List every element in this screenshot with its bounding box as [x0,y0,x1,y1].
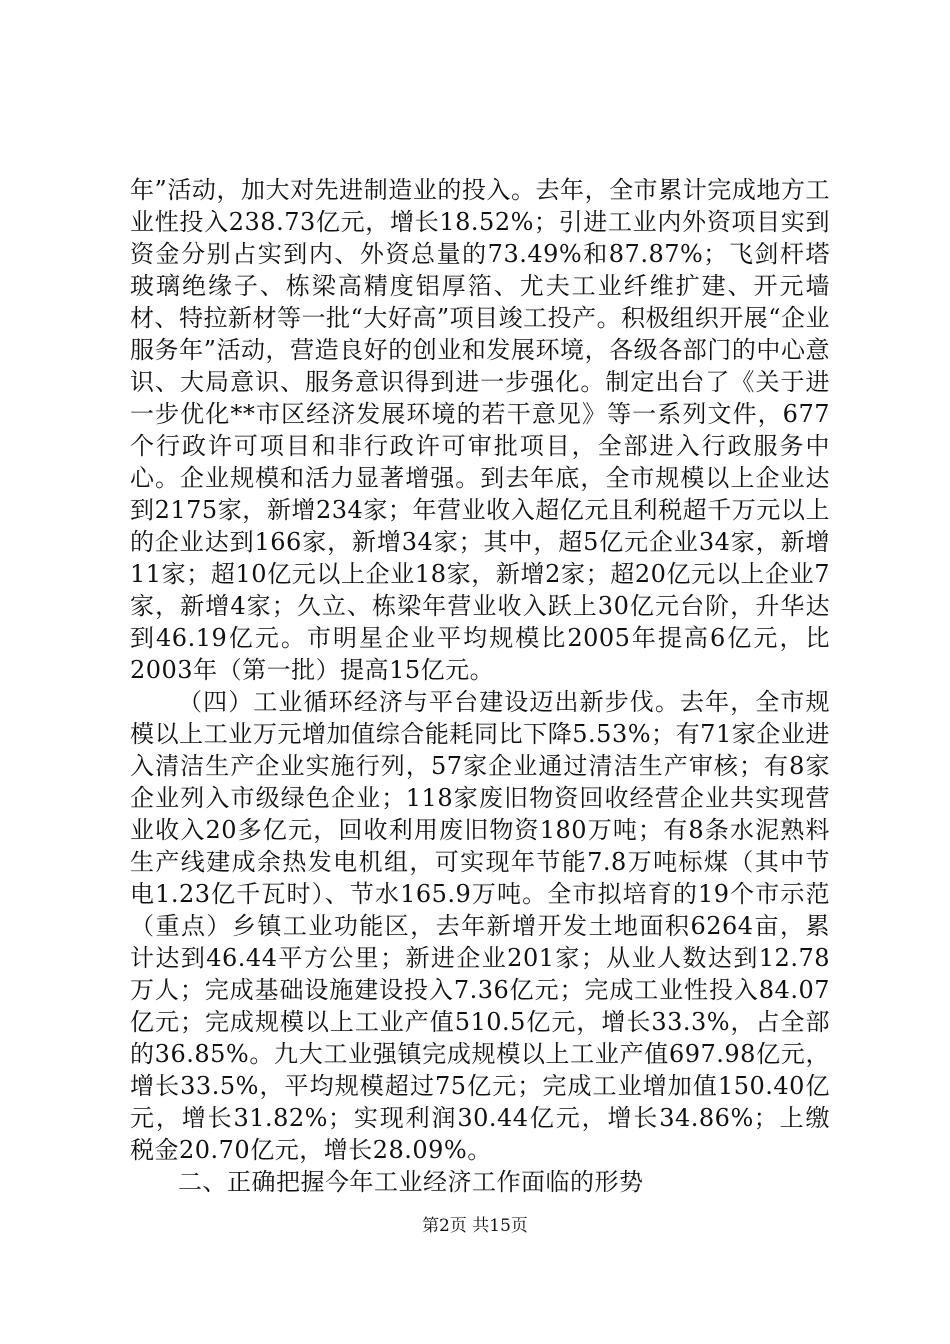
document-body [130,174,830,1198]
paragraph-2: （四）工业循环经济与平台建设迈出新步伐。去年，全市规模以上工业万元增加值综合能耗同比下降5.53%；有71家企业进入清洁生产企业实施行列，57家企业通过清洁生产审核；有8家企业列入市级绿色企业；118家废旧物资回收经营企业共实现营业收入20多亿元，回收利用废旧物资180万吨；有8条水泥熟料生产线建成余热发电机组，可实现年节能7.8万吨标煤（其中节电1.23亿千瓦时）、节水165.9万吨。全市拟培育的19个市示范（重点）乡镇工业功能区，去年新增开发土地面积6264亩，累计达到46.44平方公里；新进企业201家；从业人数达到12.78万人；完成基础设施建设投入7.36亿元；完成工业性投入84.07亿元；完成规模以上工业产值510.5亿元，增长33.3%，占全部的36.85%。九大工业强镇完成规模以上工业产值697.98亿元，增长33.5%，平均规模超过75亿元；完成工业增加值150.40亿元，增长31.82%；实现利润30.44亿元，增长34.86%；上缴税金20.70亿元，增长28.09%。 [130,688,830,1164]
page-number: 第2页 共15页 [422,1216,528,1236]
page-footer [0,1215,950,1237]
section-heading: 二、正确把握今年工业经济工作面临的形势 [178,1168,644,1196]
paragraph-1: 年”活动，加大对先进制造业的投入。去年，全市累计完成地方工业性投入238.73亿元，增长18.52%；引进工业内外资项目实到资金分别占实到内、外资总量的73.49%和87.87%；飞剑杆塔玻璃绝缘子、栋梁高精度铝厚箔、尤夫工业纤维扩建、开元墙材、特拉新材等一批“大好高”项目竣工投产。积极组织开展“企业服务年”活动，营造良好的创业和发展环境，各级各部门的中心意识、大局意识、服务意识得到进一步强化。制定出台了《关于进一步优化**市区经济发展环境的若干意见》等一系列文件，677个行政许可项目和非行政许可审批项目，全部进入行政服务中心。企业规模和活力显著增强。到去年底，全市规模以上企业达到2175家，新增234家；年营业收入超亿元且利税超千万元以上的企业达到166家，新增34家；其中，超5亿元企业34家，新增11家；超10亿元以上企业18家，新增2家；超20亿元以上企业7家，新增4家；久立、栋梁年营业收入跃上30亿元台阶，升华达到46.19亿元。市明星企业平均规模比2005年提高6亿元，比2003年（第一批）提高15亿元。 [130,176,830,684]
